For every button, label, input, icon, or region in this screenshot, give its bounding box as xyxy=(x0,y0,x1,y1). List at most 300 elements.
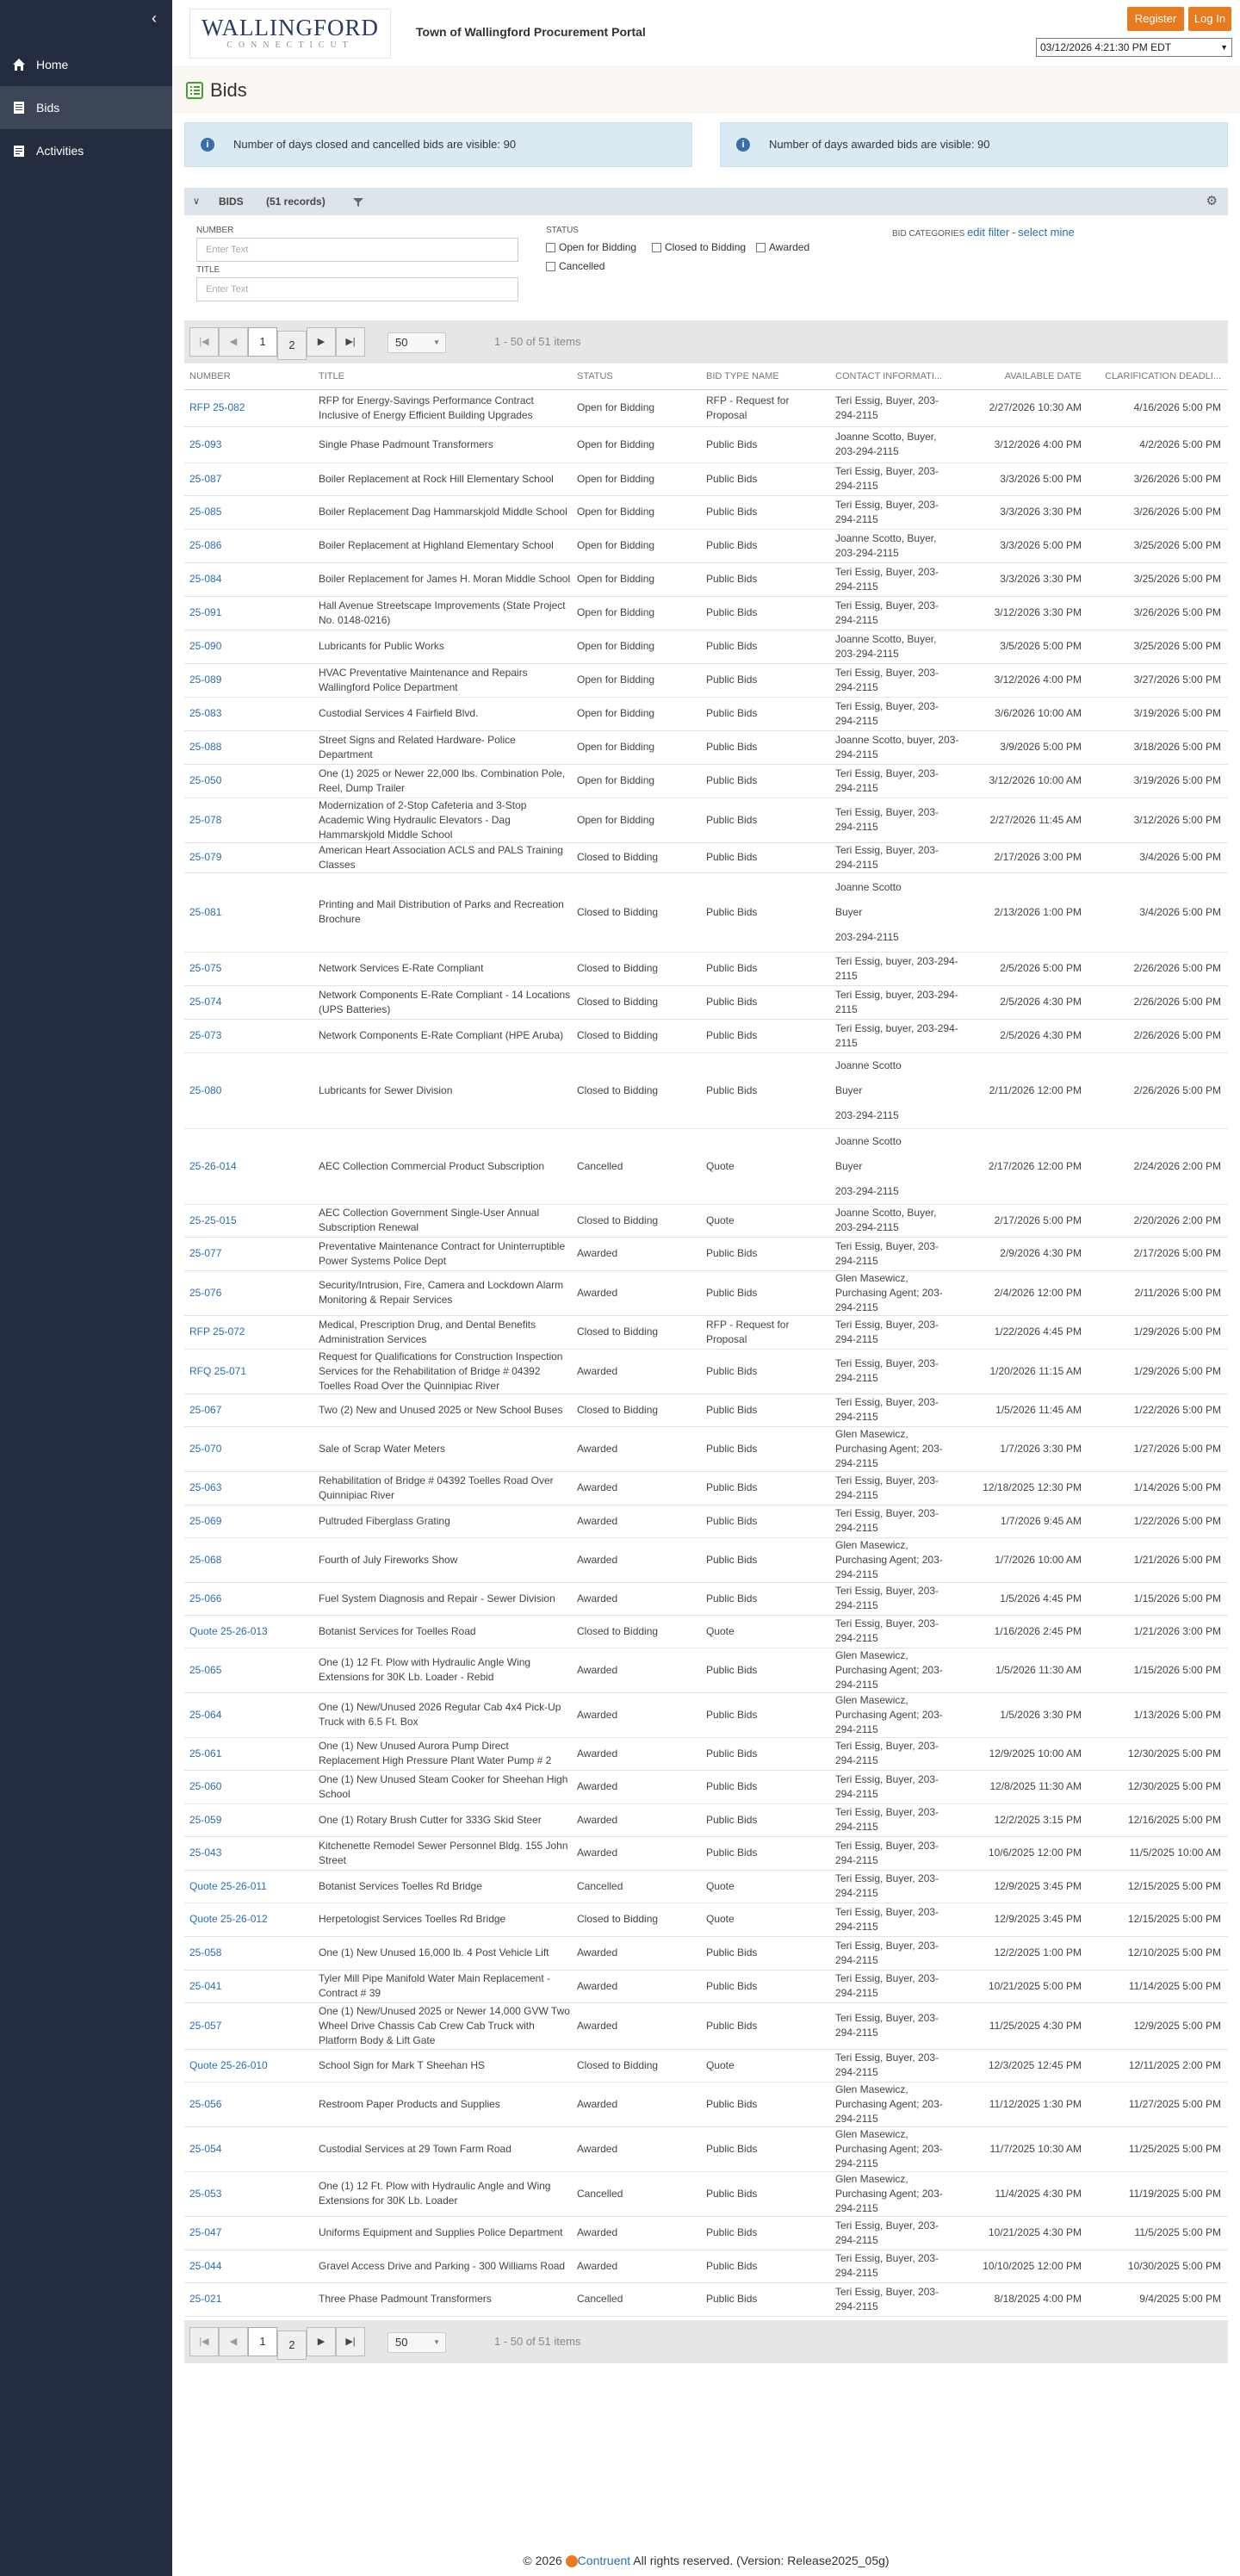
cell-bid-type: Quote xyxy=(701,1128,830,1204)
table-row[interactable] xyxy=(184,2002,1228,2049)
cell-title: Restroom Paper Products and Supplies xyxy=(313,2082,572,2126)
table-row[interactable] xyxy=(184,1615,1228,1648)
cell-contact: Glen Masewicz, Purchasing Agent; 203-294-2115 xyxy=(830,1537,959,1582)
cell-number[interactable]: 25-060 xyxy=(184,1770,313,1803)
cell-status: Cancelled xyxy=(572,1870,701,1903)
table-row[interactable] xyxy=(184,462,1228,495)
table-row[interactable] xyxy=(184,1936,1228,1970)
table-row[interactable] xyxy=(184,1349,1228,1394)
table-row[interactable] xyxy=(184,1505,1228,1537)
cell-number[interactable]: 25-064 xyxy=(184,1692,313,1737)
cell-title: Sale of Scrap Water Meters xyxy=(313,1426,572,1471)
page-size-select[interactable] xyxy=(388,2332,446,2353)
collapse-panel-icon[interactable]: ∨ xyxy=(193,196,201,207)
cell-available-date: 3/12/2026 3:30 PM xyxy=(959,596,1088,630)
cell-clarification-deadline: 3/26/2026 5:00 PM xyxy=(1088,596,1228,630)
next-page-button[interactable]: ▶ xyxy=(307,2327,336,2356)
status-open-checkbox[interactable] xyxy=(546,241,636,253)
cell-bid-type: Public Bids xyxy=(701,2171,830,2216)
cell-status: Closed to Bidding xyxy=(572,1615,701,1648)
cell-clarification-deadline: 9/4/2025 5:00 PM xyxy=(1088,2282,1228,2316)
table-row[interactable] xyxy=(184,1870,1228,1903)
cell-bid-type: Public Bids xyxy=(701,1426,830,1471)
page-title-text: Bids xyxy=(210,79,247,101)
col-clarification-header[interactable]: CLARIFICATION DEADLI... xyxy=(1088,363,1228,389)
table-row[interactable] xyxy=(184,495,1228,529)
cell-contact: Teri Essig, buyer, 203-294-2115 xyxy=(830,952,959,985)
cell-title: One (1) New/Unused 2026 Regular Cab 4x4 Pick-Up Truck with 6.5 Ft. Box xyxy=(313,1692,572,1737)
cell-number[interactable]: Quote 25-26-011 xyxy=(184,1870,313,1903)
cell-number[interactable]: 25-084 xyxy=(184,562,313,596)
last-page-button[interactable]: ▶| xyxy=(336,327,365,357)
cell-status: Open for Bidding xyxy=(572,426,701,462)
cell-available-date: 2/9/2026 4:30 PM xyxy=(959,1237,1088,1270)
cell-contact: Teri Essig, Buyer, 203-294-2115 xyxy=(830,1471,959,1505)
cell-number[interactable]: 25-088 xyxy=(184,730,313,764)
cell-number[interactable]: 25-25-015 xyxy=(184,1204,313,1237)
cell-number[interactable]: 25-061 xyxy=(184,1737,313,1770)
cell-clarification-deadline: 1/13/2026 5:00 PM xyxy=(1088,1692,1228,1737)
cell-number[interactable]: 25-044 xyxy=(184,2250,313,2282)
sidebar-item-activities[interactable] xyxy=(0,129,172,172)
cell-bid-type: Public Bids xyxy=(701,872,830,952)
cell-number[interactable]: 25-058 xyxy=(184,1936,313,1970)
collapse-sidebar-icon[interactable]: ‹ xyxy=(152,9,157,27)
cell-contact: Teri Essig, Buyer, 203-294-2115 xyxy=(830,2049,959,2082)
cell-number[interactable]: 25-081 xyxy=(184,872,313,952)
cell-title: Request for Qualifications for Construction Inspection Services for the Rehabilitation of Bridge # 04392 Toelles Road Over the Quinnipiac River xyxy=(313,1349,572,1394)
cell-title: Custodial Services at 29 Town Farm Road xyxy=(313,2126,572,2171)
cell-status: Cancelled xyxy=(572,2171,701,2216)
cell-number[interactable]: 25-093 xyxy=(184,426,313,462)
table-row[interactable] xyxy=(184,1204,1228,1237)
cell-contact: Teri Essig, Buyer, 203-294-2115 xyxy=(830,2250,959,2282)
cell-number[interactable]: 25-068 xyxy=(184,1537,313,1582)
cell-number[interactable]: 25-073 xyxy=(184,1019,313,1052)
cell-bid-type: Quote xyxy=(701,1903,830,1936)
table-row[interactable] xyxy=(184,1770,1228,1803)
cell-title: Security/Intrusion, Fire, Camera and Lockdown Alarm Monitoring & Repair Services xyxy=(313,1270,572,1315)
cell-contact: Teri Essig, Buyer, 203-294-2115 xyxy=(830,1237,959,1270)
cell-contact: Joanne Scotto, Buyer, 203-294-2115 xyxy=(830,1204,959,1237)
cell-clarification-deadline: 3/19/2026 5:00 PM xyxy=(1088,697,1228,730)
sidebar-item-label: Bids xyxy=(36,101,60,115)
status-cancelled-checkbox[interactable] xyxy=(546,260,604,272)
cell-clarification-deadline: 10/30/2025 5:00 PM xyxy=(1088,2250,1228,2282)
cell-number[interactable]: 25-067 xyxy=(184,1394,313,1426)
cell-contact: Teri Essig, buyer, 203-294-2115 xyxy=(830,985,959,1019)
table-row[interactable] xyxy=(184,1648,1228,1692)
checkbox-box xyxy=(652,243,661,252)
cell-bid-type: RFP - Request for Proposal xyxy=(701,1315,830,1349)
filter-icon[interactable] xyxy=(353,188,363,215)
footer-brand-link[interactable]: Contruent xyxy=(577,2554,631,2567)
table-row[interactable] xyxy=(184,2049,1228,2082)
cell-clarification-deadline: 4/2/2026 5:00 PM xyxy=(1088,426,1228,462)
awarded-notice-text: Number of days awarded bids are visible: 90 xyxy=(769,138,990,151)
cell-number[interactable]: 25-069 xyxy=(184,1505,313,1537)
table-row[interactable] xyxy=(184,1737,1228,1770)
cell-contact: Teri Essig, Buyer, 203-294-2115 xyxy=(830,1803,959,1836)
cell-number[interactable]: 25-085 xyxy=(184,495,313,529)
cell-contact: Teri Essig, Buyer, 203-294-2115 xyxy=(830,663,959,697)
cell-title: Network Services E-Rate Compliant xyxy=(313,952,572,985)
cell-clarification-deadline: 11/27/2025 5:00 PM xyxy=(1088,2082,1228,2126)
cell-number[interactable]: 25-065 xyxy=(184,1648,313,1692)
table-row[interactable] xyxy=(184,1426,1228,1471)
cell-number[interactable]: 25-054 xyxy=(184,2126,313,2171)
table-row[interactable] xyxy=(184,697,1228,730)
cell-number[interactable]: Quote 25-26-012 xyxy=(184,1903,313,1936)
cell-clarification-deadline: 11/19/2025 5:00 PM xyxy=(1088,2171,1228,2216)
cell-number[interactable]: 25-26-014 xyxy=(184,1128,313,1204)
cell-available-date: 12/9/2025 3:45 PM xyxy=(959,1870,1088,1903)
table-row[interactable] xyxy=(184,1019,1228,1052)
table-row[interactable] xyxy=(184,2126,1228,2171)
home-icon xyxy=(12,58,26,71)
col-title-header[interactable]: TITLE xyxy=(313,363,572,389)
page-2-button[interactable]: 2 xyxy=(277,331,307,360)
table-row[interactable] xyxy=(184,663,1228,697)
col-number-header[interactable]: NUMBER xyxy=(184,363,313,389)
table-row[interactable] xyxy=(184,730,1228,764)
prev-page-button[interactable]: ◀ xyxy=(219,2327,248,2356)
table-row[interactable] xyxy=(184,562,1228,596)
table-row[interactable] xyxy=(184,1471,1228,1505)
login-button[interactable]: Log In xyxy=(1188,7,1231,31)
cell-available-date: 10/10/2025 12:00 PM xyxy=(959,2250,1088,2282)
register-button[interactable]: Register xyxy=(1127,7,1184,31)
cell-number[interactable]: 25-091 xyxy=(184,596,313,630)
table-row[interactable] xyxy=(184,1692,1228,1737)
sidebar-item-label: Activities xyxy=(36,144,84,158)
cell-number[interactable]: 25-057 xyxy=(184,2002,313,2049)
table-row[interactable] xyxy=(184,952,1228,985)
pager-info: 1 - 50 of 51 items xyxy=(494,2334,581,2348)
cell-bid-type: Public Bids xyxy=(701,1505,830,1537)
cell-contact: Glen Masewicz, Purchasing Agent; 203-294-2115 xyxy=(830,1692,959,1737)
cell-number[interactable]: Quote 25-26-010 xyxy=(184,2049,313,2082)
cell-status: Open for Bidding xyxy=(572,562,701,596)
cell-available-date: 2/11/2026 12:00 PM xyxy=(959,1052,1088,1128)
table-row[interactable] xyxy=(184,2216,1228,2250)
cell-available-date: 1/7/2026 9:45 AM xyxy=(959,1505,1088,1537)
cell-available-date: 2/5/2026 4:30 PM xyxy=(959,1019,1088,1052)
cell-available-date: 12/3/2025 12:45 PM xyxy=(959,2049,1088,2082)
cell-available-date: 1/22/2026 4:45 PM xyxy=(959,1315,1088,1349)
cell-available-date: 3/3/2026 5:00 PM xyxy=(959,462,1088,495)
cell-bid-type: Public Bids xyxy=(701,1582,830,1615)
cell-bid-type: Public Bids xyxy=(701,462,830,495)
cell-contact: Teri Essig, Buyer, 203-294-2115 xyxy=(830,562,959,596)
page-1-button[interactable]: 1 xyxy=(248,2327,277,2356)
cell-available-date: 12/9/2025 3:45 PM xyxy=(959,1903,1088,1936)
status-label: STATUS xyxy=(546,226,579,235)
chevron-down-icon: ▼ xyxy=(433,2337,440,2346)
table-row[interactable] xyxy=(184,1537,1228,1582)
cell-title: One (1) 2025 or Newer 22,000 lbs. Combination Pole, Reel, Dump Trailer xyxy=(313,764,572,798)
footer xyxy=(172,2554,1240,2567)
table-row[interactable] xyxy=(184,1903,1228,1936)
table-row[interactable] xyxy=(184,2282,1228,2316)
cell-clarification-deadline: 2/26/2026 5:00 PM xyxy=(1088,985,1228,1019)
sidebar-nav xyxy=(0,43,172,172)
cell-title: One (1) 12 Ft. Plow with Hydraulic Angle Wing Extensions for 30K Lb. Loader - Rebid xyxy=(313,1648,572,1692)
cell-title: One (1) New Unused Aurora Pump Direct Replacement High Pressure Plant Water Pump # 2 xyxy=(313,1737,572,1770)
cell-bid-type: Public Bids xyxy=(701,697,830,730)
cell-title: Three Phase Padmount Transformers xyxy=(313,2282,572,2316)
cell-status: Awarded xyxy=(572,1836,701,1870)
table-row[interactable] xyxy=(184,1394,1228,1426)
cell-bid-type: Public Bids xyxy=(701,1237,830,1270)
cell-clarification-deadline: 2/26/2026 5:00 PM xyxy=(1088,952,1228,985)
cell-number[interactable]: 25-059 xyxy=(184,1803,313,1836)
portal-title: Town of Wallingford Procurement Portal xyxy=(416,25,646,39)
cell-bid-type: Public Bids xyxy=(701,985,830,1019)
cell-number[interactable]: 25-075 xyxy=(184,952,313,985)
cell-number[interactable]: 25-087 xyxy=(184,462,313,495)
table-row[interactable] xyxy=(184,1836,1228,1870)
cell-number[interactable]: 25-066 xyxy=(184,1582,313,1615)
last-page-button[interactable]: ▶| xyxy=(336,2327,365,2356)
cell-status: Awarded xyxy=(572,2082,701,2126)
cell-bid-type: Public Bids xyxy=(701,630,830,663)
cell-contact: Teri Essig, Buyer, 203-294-2115 xyxy=(830,2282,959,2316)
cell-status: Awarded xyxy=(572,1770,701,1803)
cell-available-date: 3/6/2026 10:00 AM xyxy=(959,697,1088,730)
number-input[interactable]: Enter Text xyxy=(196,238,518,262)
cell-contact: Teri Essig, Buyer, 203-294-2115 xyxy=(830,1315,959,1349)
page-2-button[interactable]: 2 xyxy=(277,2331,307,2360)
cell-bid-type: Public Bids xyxy=(701,1394,830,1426)
cell-bid-type: Public Bids xyxy=(701,1270,830,1315)
cell-bid-type: Quote xyxy=(701,1204,830,1237)
cell-available-date: 2/13/2026 1:00 PM xyxy=(959,872,1088,952)
page-size-select[interactable] xyxy=(388,332,446,353)
cell-number[interactable]: RFP 25-082 xyxy=(184,389,313,426)
cell-contact: Teri Essig, Buyer, 203-294-2115 xyxy=(830,1970,959,2002)
table-row[interactable] xyxy=(184,1237,1228,1270)
cell-available-date: 11/25/2025 4:30 PM xyxy=(959,2002,1088,2049)
cell-bid-type: Public Bids xyxy=(701,798,830,842)
cell-number[interactable]: 25-080 xyxy=(184,1052,313,1128)
awarded-notice xyxy=(720,122,1228,167)
cell-contact: Teri Essig, Buyer, 203-294-2115 xyxy=(830,1870,959,1903)
table-row[interactable] xyxy=(184,1315,1228,1349)
cell-clarification-deadline: 1/29/2026 5:00 PM xyxy=(1088,1349,1228,1394)
cell-available-date: 11/7/2025 10:30 AM xyxy=(959,2126,1088,2171)
cell-number[interactable]: 25-070 xyxy=(184,1426,313,1471)
cell-contact: Teri Essig, Buyer, 203-294-2115 xyxy=(830,1582,959,1615)
table-row[interactable] xyxy=(184,529,1228,562)
cell-number[interactable]: 25-047 xyxy=(184,2216,313,2250)
cell-contact: Glen Masewicz, Purchasing Agent; 203-294-2115 xyxy=(830,2171,959,2216)
cell-status: Open for Bidding xyxy=(572,697,701,730)
bids-icon xyxy=(12,101,26,115)
table-row[interactable] xyxy=(184,2082,1228,2126)
cell-status: Open for Bidding xyxy=(572,798,701,842)
table-row[interactable] xyxy=(184,1803,1228,1836)
cell-status: Closed to Bidding xyxy=(572,1394,701,1426)
cell-contact: Teri Essig, Buyer, 203-294-2115 xyxy=(830,1615,959,1648)
cell-status: Awarded xyxy=(572,1471,701,1505)
first-page-button[interactable]: |◀ xyxy=(189,2327,219,2356)
table-row[interactable] xyxy=(184,764,1228,798)
col-available-header[interactable]: AVAILABLE DATE xyxy=(959,363,1088,389)
cell-title: Two (2) New and Unused 2025 or New School Buses xyxy=(313,1394,572,1426)
next-page-button[interactable]: ▶ xyxy=(307,327,336,357)
cell-available-date: 3/3/2026 3:30 PM xyxy=(959,495,1088,529)
select-mine-link[interactable]: select mine xyxy=(1018,226,1075,239)
cell-number[interactable]: RFQ 25-071 xyxy=(184,1349,313,1394)
cell-status: Awarded xyxy=(572,1582,701,1615)
cell-available-date: 1/7/2026 3:30 PM xyxy=(959,1426,1088,1471)
cell-status: Closed to Bidding xyxy=(572,985,701,1019)
cell-number[interactable]: 25-053 xyxy=(184,2171,313,2216)
col-contact-header[interactable]: CONTACT INFORMATI... xyxy=(830,363,959,389)
table-row[interactable] xyxy=(184,2171,1228,2216)
table-row[interactable] xyxy=(184,426,1228,462)
cell-clarification-deadline: 3/27/2026 5:00 PM xyxy=(1088,663,1228,697)
table-row[interactable] xyxy=(184,985,1228,1019)
cell-status: Awarded xyxy=(572,1537,701,1582)
cell-title: Lubricants for Public Works xyxy=(313,630,572,663)
col-status-header[interactable]: STATUS xyxy=(572,363,701,389)
cell-title: AEC Collection Commercial Product Subscription xyxy=(313,1128,572,1204)
cell-status: Closed to Bidding xyxy=(572,1903,701,1936)
table-row[interactable] xyxy=(184,630,1228,663)
cell-available-date: 10/21/2025 4:30 PM xyxy=(959,2216,1088,2250)
cell-title: Boiler Replacement for James H. Moran Middle School xyxy=(313,562,572,596)
cell-number[interactable]: 25-076 xyxy=(184,1270,313,1315)
activities-icon xyxy=(12,144,26,158)
cell-status: Awarded xyxy=(572,1692,701,1737)
cell-bid-type: Public Bids xyxy=(701,842,830,872)
prev-page-button[interactable]: ◀ xyxy=(219,327,248,357)
table-row[interactable] xyxy=(184,1970,1228,2002)
table-row[interactable] xyxy=(184,1128,1228,1204)
cell-contact: Teri Essig, Buyer, 203-294-2115 xyxy=(830,495,959,529)
cell-status: Closed to Bidding xyxy=(572,842,701,872)
checkbox-label: Open for Bidding xyxy=(559,241,637,253)
page-header xyxy=(172,65,1240,114)
cell-number[interactable]: Quote 25-26-013 xyxy=(184,1615,313,1648)
page-size-value: 50 xyxy=(395,336,408,349)
bids-list-icon xyxy=(186,82,203,99)
page-1-button[interactable]: 1 xyxy=(248,327,277,357)
cell-title: One (1) 12 Ft. Plow with Hydraulic Angle and Wing Extensions for 30K Lb. Loader xyxy=(313,2171,572,2216)
cell-clarification-deadline: 12/30/2025 5:00 PM xyxy=(1088,1737,1228,1770)
table-header-row xyxy=(184,363,1228,389)
cell-number[interactable]: 25-086 xyxy=(184,529,313,562)
logo-sub: CONNECTICUT xyxy=(226,40,354,50)
cell-number[interactable]: 25-089 xyxy=(184,663,313,697)
footer-rights: All rights reserved. (Version: Release2025_05g) xyxy=(633,2554,890,2567)
table-row[interactable] xyxy=(184,596,1228,630)
cell-status: Open for Bidding xyxy=(572,764,701,798)
wallingford-logo[interactable] xyxy=(189,9,391,59)
timezone-select[interactable] xyxy=(1036,38,1232,57)
cell-bid-type: Public Bids xyxy=(701,1970,830,2002)
cell-bid-type: Public Bids xyxy=(701,2126,830,2171)
table-row[interactable] xyxy=(184,1270,1228,1315)
cell-contact: Teri Essig, Buyer, 203-294-2115 xyxy=(830,389,959,426)
cell-number[interactable]: 25-083 xyxy=(184,697,313,730)
sidebar-item-home[interactable] xyxy=(0,43,172,86)
cell-number[interactable]: 25-056 xyxy=(184,2082,313,2126)
cell-contact: Teri Essig, Buyer, 203-294-2115 xyxy=(830,2216,959,2250)
cell-status: Awarded xyxy=(572,1270,701,1315)
table-row[interactable] xyxy=(184,2250,1228,2282)
table-row[interactable] xyxy=(184,1582,1228,1615)
cell-title: One (1) New/Unused 2025 or Newer 14,000 GVW Two Wheel Drive Chassis Cab Crew Cab Truck with Platform Body & Lift Gate xyxy=(313,2002,572,2049)
gear-icon[interactable]: ⚙ xyxy=(1206,194,1218,208)
table-row[interactable] xyxy=(184,1052,1228,1128)
cell-number[interactable]: 25-043 xyxy=(184,1836,313,1870)
table-row[interactable] xyxy=(184,389,1228,426)
table-row[interactable] xyxy=(184,842,1228,872)
cell-title: Modernization of 2-Stop Cafeteria and 3-Stop Academic Wing Hydraulic Elevators - Dag Hammarskjold Middle School xyxy=(313,798,572,842)
edit-filter-link[interactable]: edit filter xyxy=(967,226,1010,239)
cell-bid-type: Public Bids xyxy=(701,1737,830,1770)
cell-number[interactable]: 25-077 xyxy=(184,1237,313,1270)
page-title xyxy=(186,79,247,102)
cell-number[interactable]: 25-074 xyxy=(184,985,313,1019)
cell-bid-type: RFP - Request for Proposal xyxy=(701,389,830,426)
cell-available-date: 3/3/2026 5:00 PM xyxy=(959,529,1088,562)
cell-available-date: 3/12/2026 4:00 PM xyxy=(959,663,1088,697)
status-awarded-checkbox[interactable] xyxy=(756,241,809,253)
sidebar-item-bids[interactable] xyxy=(0,86,172,129)
cell-bid-type: Public Bids xyxy=(701,1803,830,1836)
cell-status: Awarded xyxy=(572,1970,701,2002)
cell-number[interactable]: RFP 25-072 xyxy=(184,1315,313,1349)
cell-clarification-deadline: 3/25/2026 5:00 PM xyxy=(1088,630,1228,663)
cell-number[interactable]: 25-079 xyxy=(184,842,313,872)
cell-number[interactable]: 25-050 xyxy=(184,764,313,798)
cell-number[interactable]: 25-021 xyxy=(184,2282,313,2316)
cell-title: Network Components E-Rate Compliant (HPE Aruba) xyxy=(313,1019,572,1052)
sidebar-item-label: Home xyxy=(36,58,69,71)
cell-number[interactable]: 25-063 xyxy=(184,1471,313,1505)
cell-status: Closed to Bidding xyxy=(572,1204,701,1237)
cell-clarification-deadline: 2/20/2026 2:00 PM xyxy=(1088,1204,1228,1237)
cell-contact: Teri Essig, buyer, 203-294-2115 xyxy=(830,1019,959,1052)
cell-contact: Joanne Scotto Buyer 203-294-2115 xyxy=(830,1052,959,1128)
timezone-value: 03/12/2026 4:21:30 PM EDT xyxy=(1040,41,1172,53)
cell-status: Cancelled xyxy=(572,2282,701,2316)
cell-available-date: 1/5/2026 4:45 PM xyxy=(959,1582,1088,1615)
pager-info: 1 - 50 of 51 items xyxy=(494,335,581,348)
cell-available-date: 3/5/2026 5:00 PM xyxy=(959,630,1088,663)
title-input[interactable]: Enter Text xyxy=(196,277,518,301)
cell-available-date: 12/2/2025 1:00 PM xyxy=(959,1936,1088,1970)
cell-status: Closed to Bidding xyxy=(572,2049,701,2082)
cell-number[interactable]: 25-041 xyxy=(184,1970,313,2002)
cell-contact: Teri Essig, Buyer, 203-294-2115 xyxy=(830,697,959,730)
cell-clarification-deadline: 1/21/2026 3:00 PM xyxy=(1088,1615,1228,1648)
table-row[interactable] xyxy=(184,798,1228,842)
cell-number[interactable]: 25-090 xyxy=(184,630,313,663)
cell-number[interactable]: 25-078 xyxy=(184,798,313,842)
table-row[interactable] xyxy=(184,872,1228,952)
cell-clarification-deadline: 12/15/2025 5:00 PM xyxy=(1088,1870,1228,1903)
cell-clarification-deadline: 11/25/2025 5:00 PM xyxy=(1088,2126,1228,2171)
col-bidtype-header[interactable]: BID TYPE NAME xyxy=(701,363,830,389)
first-page-button[interactable]: |◀ xyxy=(189,327,219,357)
status-closed-checkbox[interactable] xyxy=(652,241,746,253)
pager-bottom xyxy=(184,2320,1228,2363)
